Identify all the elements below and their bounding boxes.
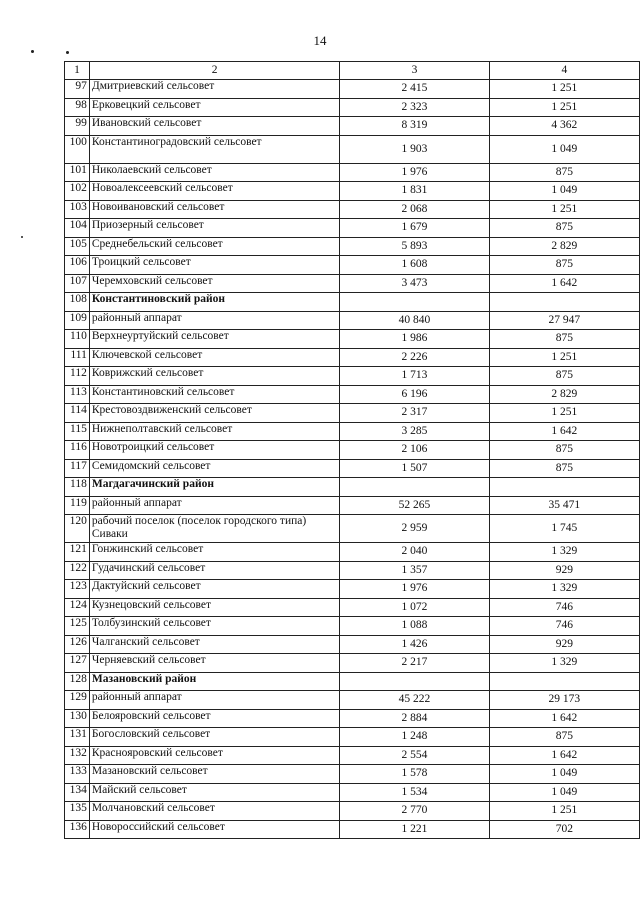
row-value-col3: 1 976 xyxy=(340,580,489,599)
row-number: 134 xyxy=(65,783,90,802)
row-name: Ключевской сельсовет xyxy=(89,348,339,367)
row-value-col4: 875 xyxy=(489,441,639,460)
row-value-col4: 2 829 xyxy=(489,385,639,404)
row-number: 118 xyxy=(65,478,90,497)
row-value-col3: 40 840 xyxy=(340,311,489,330)
row-value-col3: 2 959 xyxy=(340,515,489,543)
row-name: Ивановский сельсовет xyxy=(89,117,339,136)
header-col-4: 4 xyxy=(489,62,639,80)
row-value-col3: 1 507 xyxy=(340,459,489,478)
header-col-3: 3 xyxy=(340,62,489,80)
row-value-col3: 1 679 xyxy=(340,219,489,238)
row-value-col3: 1 903 xyxy=(340,135,489,163)
row-name: Новоивановский сельсовет xyxy=(89,200,339,219)
row-value-col4: 875 xyxy=(489,330,639,349)
row-value-col3: 2 068 xyxy=(340,200,489,219)
row-value-col3: 6 196 xyxy=(340,385,489,404)
row-value-col4: 1 642 xyxy=(489,746,639,765)
row-value-col4 xyxy=(489,293,639,312)
row-value-col3 xyxy=(340,478,489,497)
row-number: 111 xyxy=(65,348,90,367)
row-name: Константиноградовский сельсовет xyxy=(89,135,339,163)
row-number: 112 xyxy=(65,367,90,386)
row-number: 119 xyxy=(65,496,90,515)
row-name: Кузнецовский сельсовет xyxy=(89,598,339,617)
row-value-col3: 2 323 xyxy=(340,98,489,117)
row-value-col4: 875 xyxy=(489,728,639,747)
row-name: Майский сельсовет xyxy=(89,783,339,802)
row-value-col4: 929 xyxy=(489,561,639,580)
row-value-col4: 1 642 xyxy=(489,274,639,293)
row-number: 122 xyxy=(65,561,90,580)
table-row xyxy=(65,367,640,386)
row-value-col3: 8 319 xyxy=(340,117,489,136)
row-value-col4: 1 049 xyxy=(489,783,639,802)
row-value-col3: 1 986 xyxy=(340,330,489,349)
row-name: районный аппарат xyxy=(89,691,339,710)
table-row xyxy=(65,820,640,839)
row-name: Константиновский сельсовет xyxy=(89,385,339,404)
row-name: Новоалексеевский сельсовет xyxy=(89,182,339,201)
row-name: Магдагачинский район xyxy=(89,478,339,497)
row-name: Дактуйский сельсовет xyxy=(89,580,339,599)
row-value-col4: 746 xyxy=(489,598,639,617)
row-value-col4: 1 329 xyxy=(489,543,639,562)
row-name: Молчановский сельсовет xyxy=(89,802,339,821)
table-row xyxy=(65,783,640,802)
row-number: 106 xyxy=(65,256,90,275)
row-name: рабочий поселок (поселок городского типа) Сиваки xyxy=(89,515,339,543)
row-number: 97 xyxy=(65,80,90,99)
row-value-col3: 2 040 xyxy=(340,543,489,562)
table-row xyxy=(65,200,640,219)
header-col-2: 2 xyxy=(89,62,339,80)
row-number: 117 xyxy=(65,459,90,478)
table-row xyxy=(65,561,640,580)
table-row xyxy=(65,543,640,562)
scan-speck xyxy=(21,236,23,238)
row-value-col3: 1 357 xyxy=(340,561,489,580)
row-name: Мазановский сельсовет xyxy=(89,765,339,784)
table-header-row xyxy=(65,62,640,80)
row-number: 108 xyxy=(65,293,90,312)
row-name: Николаевский сельсовет xyxy=(89,163,339,182)
row-value-col4: 29 173 xyxy=(489,691,639,710)
row-value-col4: 1 642 xyxy=(489,709,639,728)
row-value-col4: 1 251 xyxy=(489,98,639,117)
row-name: Нижнеполтавский сельсовет xyxy=(89,422,339,441)
table-row xyxy=(65,219,640,238)
table-row xyxy=(65,746,640,765)
row-value-col4: 1 251 xyxy=(489,200,639,219)
row-value-col3: 2 415 xyxy=(340,80,489,99)
district-row xyxy=(65,672,640,691)
row-value-col4: 875 xyxy=(489,459,639,478)
row-number: 101 xyxy=(65,163,90,182)
row-name: Белояровский сельсовет xyxy=(89,709,339,728)
row-name: Константиновский район xyxy=(89,293,339,312)
table-row xyxy=(65,98,640,117)
row-number: 123 xyxy=(65,580,90,599)
row-number: 127 xyxy=(65,654,90,673)
row-value-col4: 929 xyxy=(489,635,639,654)
row-name: районный аппарат xyxy=(89,496,339,515)
row-name: Чалганский сельсовет xyxy=(89,635,339,654)
row-value-col4: 875 xyxy=(489,219,639,238)
row-value-col4 xyxy=(489,478,639,497)
row-value-col3: 1 608 xyxy=(340,256,489,275)
row-value-col3: 2 884 xyxy=(340,709,489,728)
row-value-col3: 2 317 xyxy=(340,404,489,423)
table-row xyxy=(65,330,640,349)
row-name: Дмитриевский сельсовет xyxy=(89,80,339,99)
row-value-col4: 875 xyxy=(489,256,639,275)
district-row xyxy=(65,478,640,497)
table-row xyxy=(65,385,640,404)
row-value-col4: 1 049 xyxy=(489,182,639,201)
row-name: Среднебельский сельсовет xyxy=(89,237,339,256)
row-number: 124 xyxy=(65,598,90,617)
row-value-col3: 1 426 xyxy=(340,635,489,654)
row-value-col3: 2 226 xyxy=(340,348,489,367)
table-row xyxy=(65,617,640,636)
table-row xyxy=(65,728,640,747)
header-col-1: 1 xyxy=(65,62,90,80)
row-name: Крестовоздвиженский сельсовет xyxy=(89,404,339,423)
row-number: 113 xyxy=(65,385,90,404)
row-value-col4: 1 745 xyxy=(489,515,639,543)
row-number: 136 xyxy=(65,820,90,839)
row-number: 107 xyxy=(65,274,90,293)
row-number: 129 xyxy=(65,691,90,710)
row-number: 109 xyxy=(65,311,90,330)
row-name: Черемховский сельсовет xyxy=(89,274,339,293)
row-number: 133 xyxy=(65,765,90,784)
row-value-col3 xyxy=(340,672,489,691)
table-row xyxy=(65,237,640,256)
table-row xyxy=(65,580,640,599)
row-name: районный аппарат xyxy=(89,311,339,330)
row-value-col3 xyxy=(340,293,489,312)
table-row xyxy=(65,182,640,201)
row-value-col3: 1 578 xyxy=(340,765,489,784)
row-value-col4: 1 049 xyxy=(489,765,639,784)
row-number: 135 xyxy=(65,802,90,821)
row-value-col4: 1 329 xyxy=(489,654,639,673)
row-value-col4: 1 251 xyxy=(489,802,639,821)
district-row xyxy=(65,293,640,312)
row-number: 114 xyxy=(65,404,90,423)
page-number: 14 xyxy=(313,33,327,48)
table-row xyxy=(65,404,640,423)
table-row xyxy=(65,274,640,293)
allocation-table xyxy=(64,61,640,839)
row-name: Верхнеуртуйский сельсовет xyxy=(89,330,339,349)
row-value-col3: 3 285 xyxy=(340,422,489,441)
row-name: Гудачинский сельсовет xyxy=(89,561,339,580)
table-row xyxy=(65,311,640,330)
row-value-col3: 3 473 xyxy=(340,274,489,293)
table-row xyxy=(65,515,640,543)
table-row xyxy=(65,598,640,617)
row-name: Троицкий сельсовет xyxy=(89,256,339,275)
row-value-col3: 2 770 xyxy=(340,802,489,821)
row-number: 132 xyxy=(65,746,90,765)
row-number: 110 xyxy=(65,330,90,349)
row-number: 121 xyxy=(65,543,90,562)
row-name: Новороссийский сельсовет xyxy=(89,820,339,839)
row-number: 102 xyxy=(65,182,90,201)
row-value-col4: 35 471 xyxy=(489,496,639,515)
row-value-col3: 1 088 xyxy=(340,617,489,636)
row-value-col4: 875 xyxy=(489,163,639,182)
row-value-col4: 1 251 xyxy=(489,348,639,367)
table-row xyxy=(65,80,640,99)
table-row xyxy=(65,348,640,367)
row-value-col4: 1 329 xyxy=(489,580,639,599)
row-name: Толбузинский сельсовет xyxy=(89,617,339,636)
row-value-col4: 1 251 xyxy=(489,80,639,99)
row-name: Краснояровский сельсовет xyxy=(89,746,339,765)
row-value-col4: 4 362 xyxy=(489,117,639,136)
table-row xyxy=(65,459,640,478)
row-value-col3: 1 713 xyxy=(340,367,489,386)
row-name: Новотроицкий сельсовет xyxy=(89,441,339,460)
row-value-col3: 52 265 xyxy=(340,496,489,515)
row-number: 98 xyxy=(65,98,90,117)
row-number: 125 xyxy=(65,617,90,636)
table-row xyxy=(65,635,640,654)
table-row xyxy=(65,135,640,163)
scan-speck xyxy=(66,51,69,54)
row-value-col3: 1 976 xyxy=(340,163,489,182)
row-value-col4: 2 829 xyxy=(489,237,639,256)
table-row xyxy=(65,654,640,673)
row-number: 128 xyxy=(65,672,90,691)
row-number: 103 xyxy=(65,200,90,219)
row-value-col3: 2 217 xyxy=(340,654,489,673)
table-row xyxy=(65,422,640,441)
row-number: 120 xyxy=(65,515,90,543)
row-number: 131 xyxy=(65,728,90,747)
row-number: 100 xyxy=(65,135,90,163)
scan-speck xyxy=(31,50,34,53)
table-row xyxy=(65,117,640,136)
row-name: Богословский сельсовет xyxy=(89,728,339,747)
row-name: Черняевский сельсовет xyxy=(89,654,339,673)
table-row xyxy=(65,441,640,460)
row-value-col4: 702 xyxy=(489,820,639,839)
row-value-col3: 1 248 xyxy=(340,728,489,747)
row-number: 116 xyxy=(65,441,90,460)
row-name: Мазановский район xyxy=(89,672,339,691)
row-value-col4: 875 xyxy=(489,367,639,386)
table-row xyxy=(65,163,640,182)
table-row xyxy=(65,802,640,821)
row-value-col3: 1 221 xyxy=(340,820,489,839)
row-number: 115 xyxy=(65,422,90,441)
row-value-col4 xyxy=(489,672,639,691)
row-name: Приозерный сельсовет xyxy=(89,219,339,238)
row-number: 126 xyxy=(65,635,90,654)
row-value-col4: 1 049 xyxy=(489,135,639,163)
row-value-col3: 45 222 xyxy=(340,691,489,710)
table-row xyxy=(65,496,640,515)
row-value-col3: 1 534 xyxy=(340,783,489,802)
row-number: 105 xyxy=(65,237,90,256)
table-row xyxy=(65,709,640,728)
row-value-col3: 1 831 xyxy=(340,182,489,201)
row-value-col4: 746 xyxy=(489,617,639,636)
row-name: Ерковецкий сельсовет xyxy=(89,98,339,117)
row-value-col4: 27 947 xyxy=(489,311,639,330)
table-row xyxy=(65,765,640,784)
row-name: Гонжинский сельсовет xyxy=(89,543,339,562)
row-value-col4: 1 642 xyxy=(489,422,639,441)
row-name: Семидомский сельсовет xyxy=(89,459,339,478)
row-number: 130 xyxy=(65,709,90,728)
row-number: 104 xyxy=(65,219,90,238)
row-name: Коврижский сельсовет xyxy=(89,367,339,386)
row-value-col3: 2 554 xyxy=(340,746,489,765)
row-value-col3: 1 072 xyxy=(340,598,489,617)
table-row xyxy=(65,256,640,275)
row-value-col4: 1 251 xyxy=(489,404,639,423)
row-value-col3: 5 893 xyxy=(340,237,489,256)
row-value-col3: 2 106 xyxy=(340,441,489,460)
table-row xyxy=(65,691,640,710)
row-number: 99 xyxy=(65,117,90,136)
